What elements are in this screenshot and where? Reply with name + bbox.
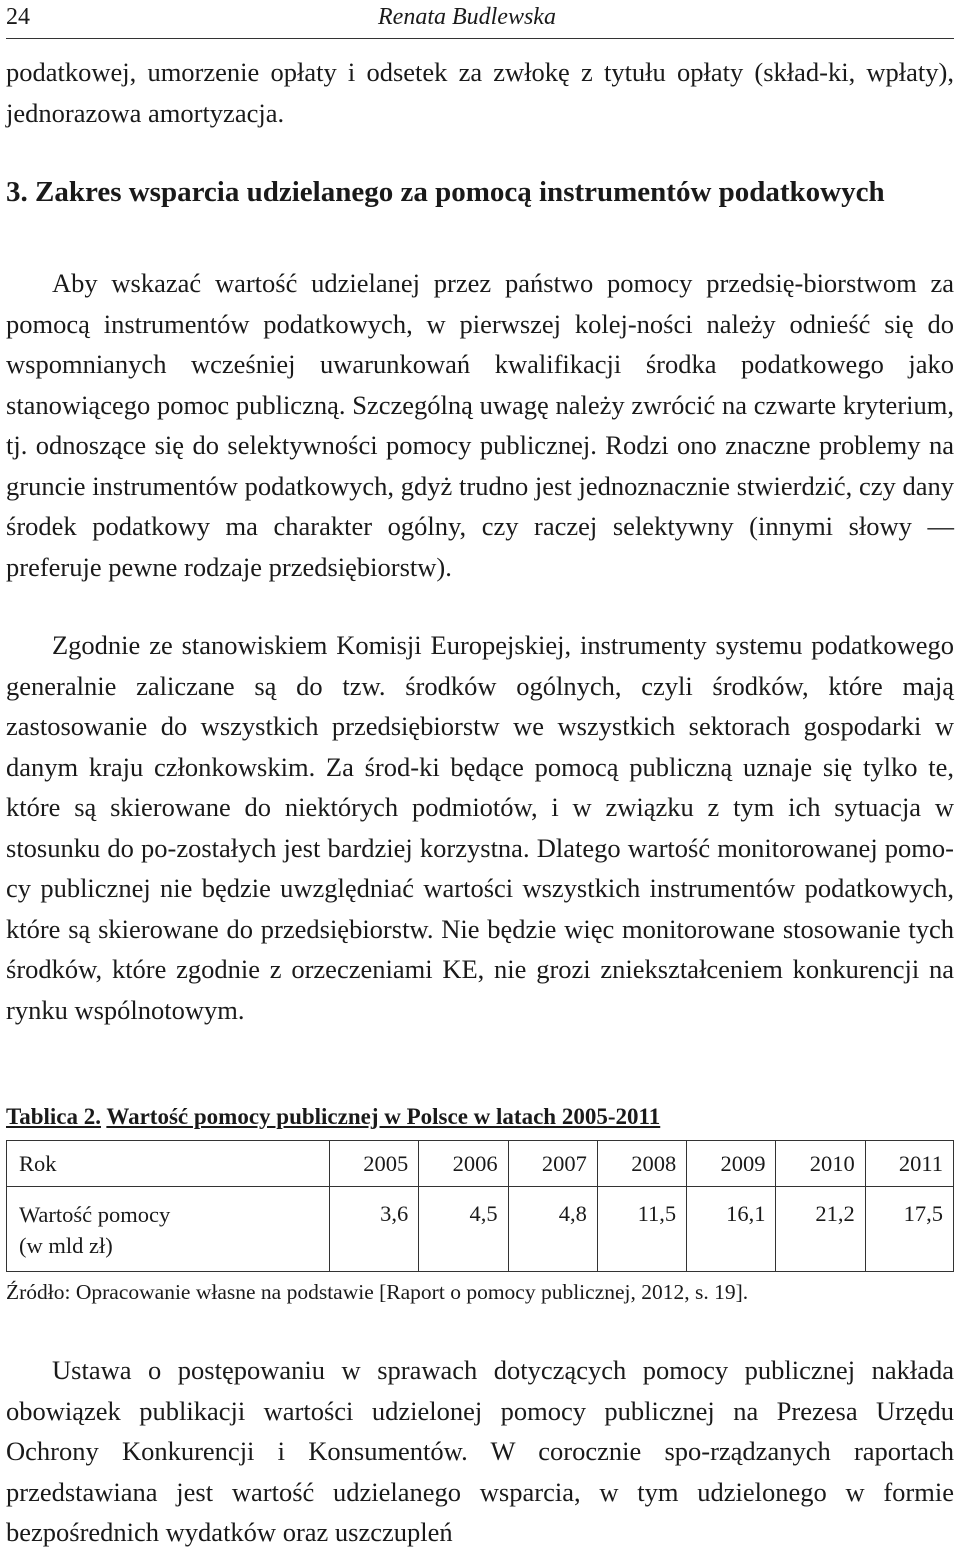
table-source: Źródło: Opracowanie własne na podstawie [Raport o pomocy publicznej, 2012, s. 19].	[6, 1280, 749, 1304]
value-cell: 16,1	[687, 1187, 776, 1272]
value-cell: 11,5	[597, 1187, 686, 1272]
running-header	[6, 0, 954, 39]
value-cell: 17,5	[865, 1187, 953, 1272]
table-caption	[6, 1104, 660, 1130]
table-row-values	[7, 1187, 954, 1272]
paragraph-body-2: Zgodnie ze stanowiskiem Komisji Europejskiej, instrumenty systemu podatkowego generalnie zaliczane są do tzw. środków ogólnych, czyli środków, które mają zastosowanie do wszystkich przedsiębiorstw we wszystkich sektorach gospodarki w danym kraju członkowskim. Za środ-ki będące pomocą publiczną uznaje się tylko te, które są skierowane do niektórych podmiotów, i w związku z tym ich sytuacja w stosunku do po-zostałych jest bardziej korzystna. Dlatego wartość monitorowanej pomo-cy publicznej nie będzie uwzględniać wartości wszystkich instrumentów podatkowych, które są skierowane do przedsiębiorstw. Nie będzie więc monitorowane stosowanie tych środków, które zgodnie z orzeczeniami KE, nie grozi zniekształceniem konkurencji na rynku wspólnotowym.	[6, 630, 954, 1025]
table-caption-title: Wartość pomocy publicznej w Polsce w latach 2005-2011	[106, 1104, 661, 1129]
value-cell: 4,8	[508, 1187, 597, 1272]
year-cell: 2007	[508, 1141, 597, 1187]
row-label-line: Wartość pomocy	[19, 1202, 171, 1227]
row-label-unit: (w mld zł)	[19, 1233, 113, 1258]
table-row-years	[7, 1141, 954, 1187]
year-cell: 2009	[687, 1141, 776, 1187]
table-caption-label: Tablica 2.	[6, 1104, 102, 1129]
running-author: Renata Budlewska	[378, 4, 556, 30]
year-cell: 2011	[865, 1141, 953, 1187]
value-cell: 21,2	[776, 1187, 865, 1272]
year-cell: 2005	[330, 1141, 419, 1187]
value-cell: 3,6	[330, 1187, 419, 1272]
row-label-aid-value	[7, 1187, 330, 1272]
year-cell: 2010	[776, 1141, 865, 1187]
page-number: 24	[6, 4, 30, 30]
paragraph-continuation: podatkowej, umorzenie opłaty i odsetek za zwłokę z tytułu opłaty (skład-ki, wpłaty), jednorazowa amortyzacja.	[6, 57, 954, 128]
section-heading: 3. Zakres wsparcia udzielanego za pomocą instrumentów podatkowych	[6, 176, 885, 208]
year-cell: 2006	[419, 1141, 508, 1187]
paragraph-body-3: Ustawa o postępowaniu w sprawach dotyczących pomocy publicznej nakłada obowiązek publikacji wartości udzielonej pomocy publicznej na Prezesa Urzędu Ochrony Konkurencji i Konsumentów. W corocznie spo-rządzanych raportach przedstawiana jest wartość udzielanego wsparcia, w tym udzielonego w formie bezpośrednich wydatków oraz uszczupleń	[6, 1355, 954, 1547]
paragraph-body-1: Aby wskazać wartość udzielanej przez państwo pomocy przedsię-biorstwom za pomocą instrumentów podatkowych, w pierwszej kolej-ności należy odnieść się do wspomnianych wcześniej uwarunkowań kwalifikacji środka podatkowego jako stanowiącego pomoc publiczną. Szczególną uwagę należy zwrócić na czwarte kryterium, tj. odnoszące się do selektywności pomocy publicznej. Rodzi ono znaczne problemy na gruncie instrumentów podatkowych, gdyż trudno jest jednoznacznie stwierdzić, czy dany środek podatkowy ma charakter ogólny, czy raczej selektywny (innymi słowy — preferuje pewne rodzaje przedsiębiorstw).	[6, 268, 954, 582]
value-cell: 4,5	[419, 1187, 508, 1272]
aid-value-table	[6, 1140, 954, 1272]
year-cell: 2008	[597, 1141, 686, 1187]
row-label-year: Rok	[7, 1141, 330, 1187]
